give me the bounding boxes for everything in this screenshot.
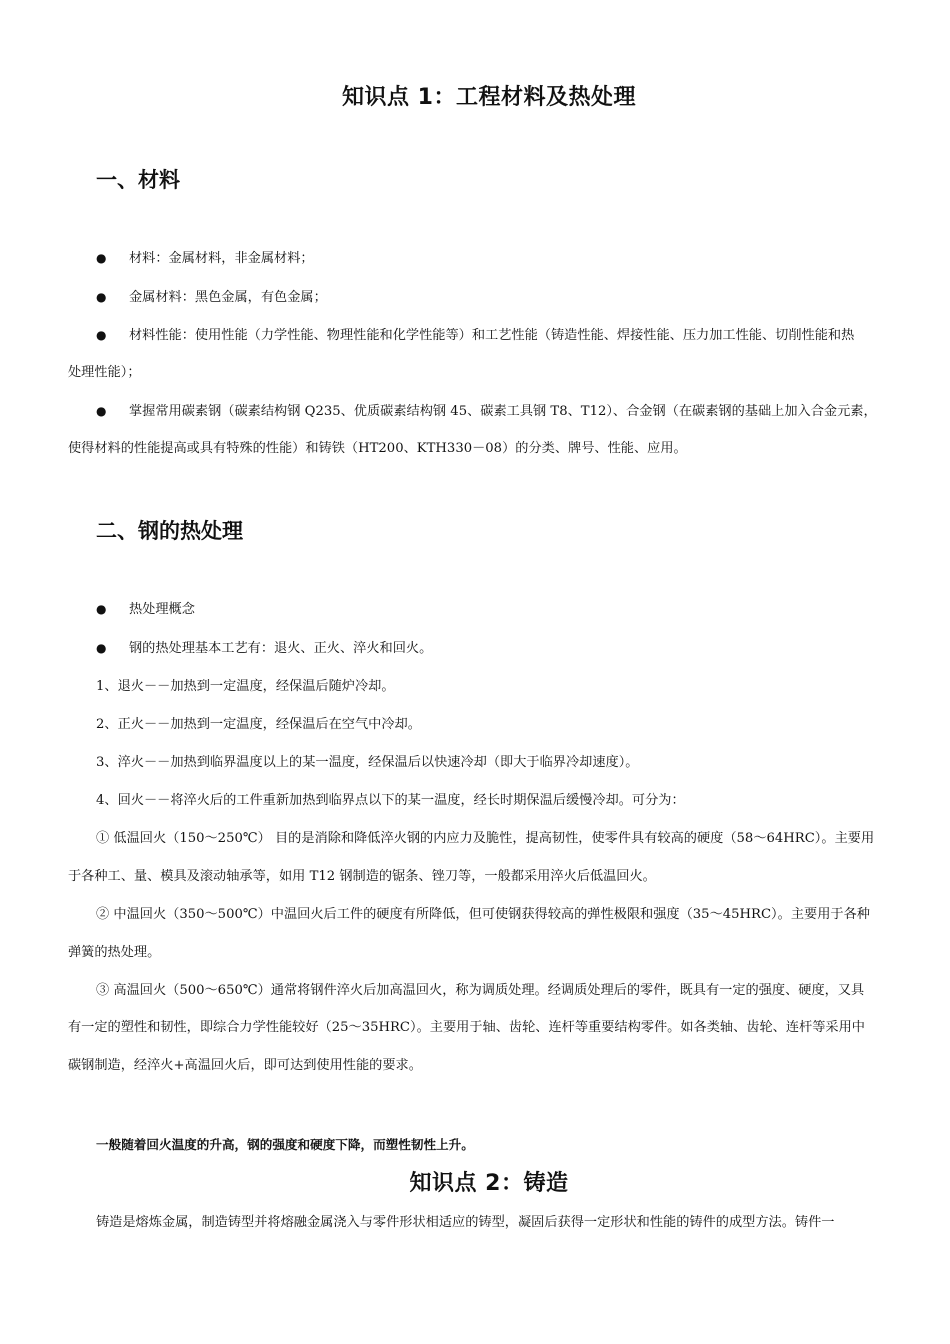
- paragraph-continuation: 碳钢制造，经淬火+高温回火后，即可达到使用性能的要求。: [68, 1058, 422, 1073]
- bullet-icon: ●: [96, 602, 107, 616]
- list-item: [96, 402, 877, 421]
- list-item: [96, 639, 432, 658]
- paragraph-continuation: 有一定的塑性和韧性，即综合力学性能较好（25～35HRC）。主要用于轴、齿轮、连杆等重要结构零件。如各类轴、齿轮、连杆等采用中: [68, 1020, 865, 1035]
- bullet-icon: ●: [96, 328, 107, 342]
- list-item-text: 掌握常用碳素钢（碳素结构钢 Q235、优质碳素结构钢 45、碳素工具钢 T8、T12）、合金钢（在碳素钢的基础上加入合金元素，: [129, 404, 877, 419]
- paragraph-annealing: 1、退火－－加热到一定温度，经保温后随炉冷却。: [96, 679, 395, 694]
- section-heading-materials: 一、材料: [96, 168, 180, 192]
- paragraph-casting: 铸造是熔炼金属，制造铸型并将熔融金属浇入与零件形状相适应的铸型，凝固后获得一定形状和性能的铸件的成型方法。铸件一: [96, 1215, 835, 1230]
- paragraph-continuation: 于各种工、量、模具及滚动轴承等，如用 T12 钢制造的锯条、锉刀等，一般都采用淬火后低温回火。: [68, 869, 656, 884]
- summary-note: 一般随着回火温度的升高，钢的强度和硬度下降，而塑性韧性上升。: [96, 1137, 474, 1152]
- paragraph-high-temp-tempering: ③ 高温回火（500～650℃）通常将钢件淬火后加高温回火，称为调质处理。经调质处理后的零件，既具有一定的强度、硬度，又具: [96, 983, 865, 998]
- list-item-text: 热处理概念: [129, 602, 195, 617]
- list-item-text: 材料性能：使用性能（力学性能、物理性能和化学性能等）和工艺性能（铸造性能、焊接性能、压力加工性能、切削性能和热: [129, 328, 855, 343]
- list-item-text: 材料：金属材料，非金属材料；: [129, 251, 314, 266]
- list-item-text: 金属材料：黑色金属，有色金属；: [129, 290, 327, 305]
- list-item: [96, 288, 327, 307]
- paragraph-continuation: 弹簧的热处理。: [68, 945, 161, 960]
- bullet-icon: ●: [96, 641, 107, 655]
- paragraph-low-temp-tempering: ① 低温回火（150～250℃） 目的是消除和降低淬火钢的内应力及脆性，提高韧性，使零件具有较高的硬度（58～64HRC）。主要用: [96, 831, 875, 846]
- bullet-icon: ●: [96, 251, 107, 265]
- list-item-text: 钢的热处理基本工艺有：退火、正火、淬火和回火。: [129, 641, 433, 656]
- list-item: [96, 326, 854, 345]
- paragraph-mid-temp-tempering: ② 中温回火（350～500℃）中温回火后工件的硬度有所降低，但可使钢获得较高的弹性极限和强度（35～45HRC）。主要用于各种: [96, 907, 870, 922]
- paragraph-quenching: 3、淬火－－加热到临界温度以上的某一温度，经保温后以快速冷却（即大于临界冷却速度）。: [96, 755, 639, 770]
- bullet-icon: ●: [96, 404, 107, 418]
- bullet-icon: ●: [96, 290, 107, 304]
- doc-title-1: 知识点 1：工程材料及热处理: [342, 85, 636, 110]
- list-item: [96, 249, 314, 268]
- doc-title-2: 知识点 2：铸造: [409, 1171, 569, 1196]
- list-item-continuation: 使得材料的性能提高或具有特殊的性能）和铸铁（HT200、KTH330－08）的分类、牌号、性能、应用。: [68, 441, 687, 456]
- list-item: [96, 600, 195, 619]
- section-heading-heat-treatment: 二、钢的热处理: [96, 519, 243, 543]
- list-item-continuation: 处理性能）；: [68, 365, 141, 380]
- paragraph-normalizing: 2、正火－－加热到一定温度，经保温后在空气中冷却。: [96, 717, 421, 732]
- paragraph-tempering: 4、回火－－将淬火后的工件重新加热到临界点以下的某一温度，经长时期保温后缓慢冷却。可分为：: [96, 793, 685, 808]
